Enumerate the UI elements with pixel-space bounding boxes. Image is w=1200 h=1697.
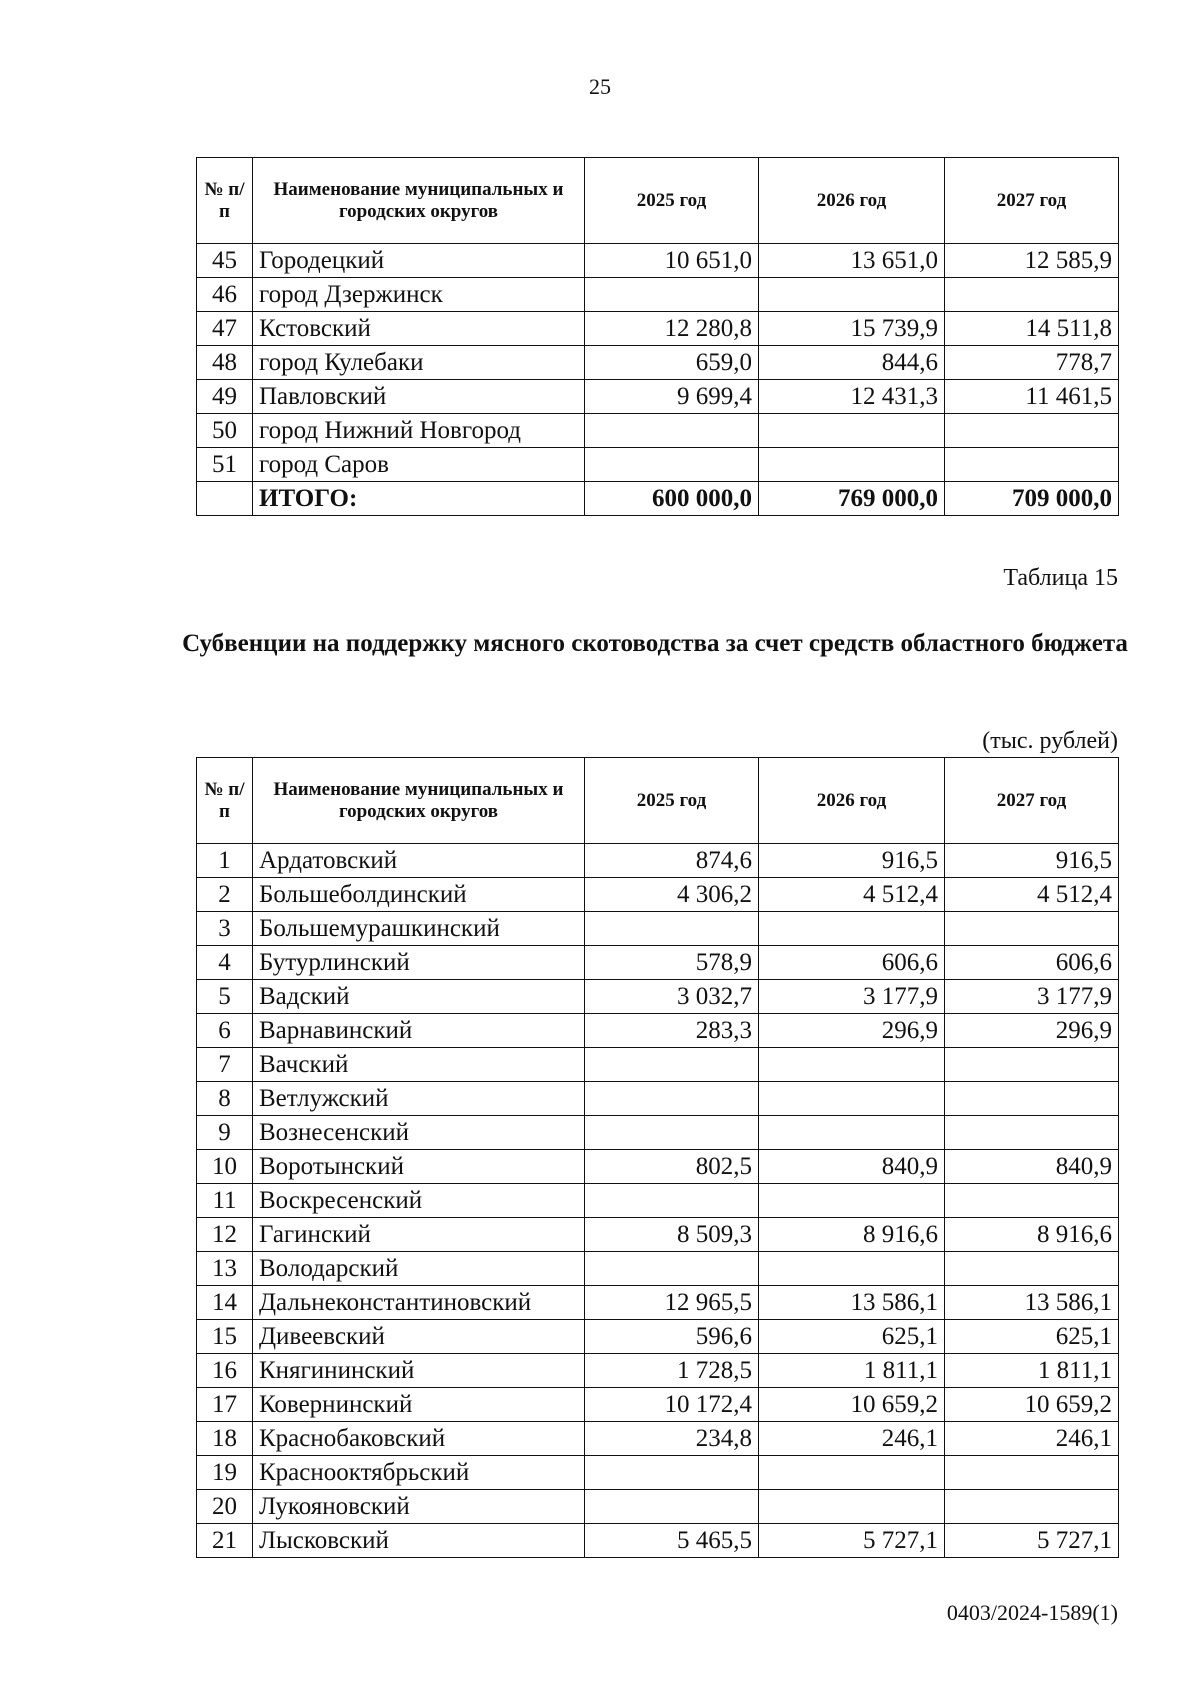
table-row (197, 1422, 1119, 1456)
total-row (197, 482, 1119, 516)
total-2026: 769 000,0 (759, 482, 945, 516)
cell-y2027 (945, 1456, 1119, 1490)
cell-name: Воротынский (253, 1150, 585, 1184)
header-2025: 2025 год (585, 158, 759, 244)
cell-name: Вознесенский (253, 1116, 585, 1150)
header-name: Наименование муниципальных и городских округов (253, 158, 585, 244)
cell-y2027 (945, 1048, 1119, 1082)
document-code: 0403/2024-1589(1) (946, 1600, 1118, 1625)
cell-y2026: 4 512,4 (759, 878, 945, 912)
cell-name: Большемурашкинский (253, 912, 585, 946)
cell-y2027: 13 586,1 (945, 1286, 1119, 1320)
table-row (197, 878, 1119, 912)
table-row (197, 1320, 1119, 1354)
cell-name: Вачский (253, 1048, 585, 1082)
cell-y2026: 606,6 (759, 946, 945, 980)
units-label: (тыс. рублей) (982, 728, 1118, 754)
cell-num: 17 (197, 1388, 253, 1422)
cell-num: 13 (197, 1252, 253, 1286)
cell-y2027: 5 727,1 (945, 1524, 1119, 1558)
cell-y2025: 659,0 (585, 346, 759, 380)
cell-num: 4 (197, 946, 253, 980)
cell-name: Лукояновский (253, 1490, 585, 1524)
cell-y2026: 246,1 (759, 1422, 945, 1456)
cell-y2026 (759, 1184, 945, 1218)
cell-y2027: 296,9 (945, 1014, 1119, 1048)
cell-y2025: 10 651,0 (585, 244, 759, 278)
cell-y2027: 8 916,6 (945, 1218, 1119, 1252)
table-row (197, 244, 1119, 278)
total-2027: 709 000,0 (945, 482, 1119, 516)
cell-num: 2 (197, 878, 253, 912)
cell-name: город Дзержинск (253, 278, 585, 312)
cell-name: Воскресенский (253, 1184, 585, 1218)
cell-y2027 (945, 1082, 1119, 1116)
cell-num: 20 (197, 1490, 253, 1524)
header-name: Наименование муниципальных и городских округов (253, 758, 585, 844)
cell-y2026: 296,9 (759, 1014, 945, 1048)
header-2027: 2027 год (945, 158, 1119, 244)
header-2026: 2026 год (759, 158, 945, 244)
table-row (197, 1014, 1119, 1048)
cell-y2027: 12 585,9 (945, 244, 1119, 278)
table-row (197, 912, 1119, 946)
cell-y2025 (585, 1252, 759, 1286)
cell-num: 3 (197, 912, 253, 946)
cell-num: 48 (197, 346, 253, 380)
cell-name: Ветлужский (253, 1082, 585, 1116)
cell-y2026: 13 586,1 (759, 1286, 945, 1320)
cell-name: город Кулебаки (253, 346, 585, 380)
table-row (197, 448, 1119, 482)
cell-name: Вадский (253, 980, 585, 1014)
table-title: Субвенции на поддержку мясного скотоводства за счет средств областного бюджета (182, 630, 1128, 657)
table-row (197, 1150, 1119, 1184)
cell-y2027: 606,6 (945, 946, 1119, 980)
cell-y2027 (945, 1184, 1119, 1218)
table-continued (196, 157, 1119, 516)
cell-name: город Нижний Новгород (253, 414, 585, 448)
cell-y2025: 874,6 (585, 844, 759, 878)
cell-name: Княгининский (253, 1354, 585, 1388)
cell-y2026: 916,5 (759, 844, 945, 878)
cell-name: Краснобаковский (253, 1422, 585, 1456)
table-15 (196, 757, 1119, 1558)
cell-y2025: 12 965,5 (585, 1286, 759, 1320)
cell-y2025 (585, 1116, 759, 1150)
cell-y2026 (759, 1252, 945, 1286)
cell-y2027: 778,7 (945, 346, 1119, 380)
cell-y2025 (585, 448, 759, 482)
cell-num: 46 (197, 278, 253, 312)
cell-num: 15 (197, 1320, 253, 1354)
cell-num: 49 (197, 380, 253, 414)
cell-num: 16 (197, 1354, 253, 1388)
table-row (197, 1218, 1119, 1252)
table-row (197, 380, 1119, 414)
cell-y2026 (759, 1116, 945, 1150)
total-2025: 600 000,0 (585, 482, 759, 516)
cell-num: 47 (197, 312, 253, 346)
cell-y2026: 13 651,0 (759, 244, 945, 278)
cell-y2025 (585, 414, 759, 448)
header-2027: 2027 год (945, 758, 1119, 844)
cell-y2027: 625,1 (945, 1320, 1119, 1354)
table-row (197, 414, 1119, 448)
cell-y2027: 840,9 (945, 1150, 1119, 1184)
cell-num: 14 (197, 1286, 253, 1320)
table-row (197, 1490, 1119, 1524)
cell-y2026 (759, 278, 945, 312)
cell-y2025 (585, 1082, 759, 1116)
cell-y2025: 10 172,4 (585, 1388, 759, 1422)
cell-name: Гагинский (253, 1218, 585, 1252)
cell-name: Кстовский (253, 312, 585, 346)
cell-name: Володарский (253, 1252, 585, 1286)
cell-y2027 (945, 1116, 1119, 1150)
cell-y2027 (945, 1252, 1119, 1286)
cell-y2026: 8 916,6 (759, 1218, 945, 1252)
cell-y2025 (585, 1490, 759, 1524)
cell-y2027 (945, 912, 1119, 946)
table-row (197, 278, 1119, 312)
table-row (197, 1286, 1119, 1320)
cell-y2026 (759, 414, 945, 448)
cell-y2027: 11 461,5 (945, 380, 1119, 414)
cell-name: Варнавинский (253, 1014, 585, 1048)
header-2025: 2025 год (585, 758, 759, 844)
cell-name: город Саров (253, 448, 585, 482)
total-num-cell (197, 482, 253, 516)
cell-y2027 (945, 1490, 1119, 1524)
table-row (197, 1354, 1119, 1388)
cell-y2025: 8 509,3 (585, 1218, 759, 1252)
cell-y2025: 234,8 (585, 1422, 759, 1456)
cell-y2027: 14 511,8 (945, 312, 1119, 346)
cell-y2026: 10 659,2 (759, 1388, 945, 1422)
cell-num: 7 (197, 1048, 253, 1082)
cell-name: Лысковский (253, 1524, 585, 1558)
cell-y2025 (585, 912, 759, 946)
cell-num: 10 (197, 1150, 253, 1184)
table-row (197, 1048, 1119, 1082)
table-header-row (197, 158, 1119, 244)
cell-y2027: 1 811,1 (945, 1354, 1119, 1388)
cell-num: 9 (197, 1116, 253, 1150)
cell-y2026 (759, 912, 945, 946)
cell-num: 11 (197, 1184, 253, 1218)
cell-num: 45 (197, 244, 253, 278)
cell-y2026 (759, 1048, 945, 1082)
cell-y2026: 3 177,9 (759, 980, 945, 1014)
header-2026: 2026 год (759, 758, 945, 844)
cell-name: Большеболдинский (253, 878, 585, 912)
cell-y2026: 15 739,9 (759, 312, 945, 346)
cell-y2025 (585, 1456, 759, 1490)
cell-name: Павловский (253, 380, 585, 414)
cell-y2025: 802,5 (585, 1150, 759, 1184)
table-row (197, 1116, 1119, 1150)
cell-y2027 (945, 448, 1119, 482)
cell-y2025: 12 280,8 (585, 312, 759, 346)
cell-y2026 (759, 1490, 945, 1524)
table-row (197, 980, 1119, 1014)
table-row (197, 1082, 1119, 1116)
cell-name: Ковернинский (253, 1388, 585, 1422)
table-row (197, 844, 1119, 878)
header-num: № п/п (197, 758, 253, 844)
cell-y2026 (759, 1456, 945, 1490)
cell-name: Дивеевский (253, 1320, 585, 1354)
cell-num: 8 (197, 1082, 253, 1116)
cell-y2025: 5 465,5 (585, 1524, 759, 1558)
cell-y2025 (585, 1048, 759, 1082)
cell-y2025: 4 306,2 (585, 878, 759, 912)
table-row (197, 946, 1119, 980)
cell-name: Городецкий (253, 244, 585, 278)
cell-y2026: 5 727,1 (759, 1524, 945, 1558)
cell-y2027 (945, 414, 1119, 448)
cell-y2027: 4 512,4 (945, 878, 1119, 912)
cell-y2025: 1 728,5 (585, 1354, 759, 1388)
cell-y2027: 3 177,9 (945, 980, 1119, 1014)
page-number: 25 (589, 74, 611, 99)
cell-y2027 (945, 278, 1119, 312)
cell-name: Ардатовский (253, 844, 585, 878)
table-row (197, 1252, 1119, 1286)
cell-y2027: 246,1 (945, 1422, 1119, 1456)
cell-y2026: 840,9 (759, 1150, 945, 1184)
cell-name: Дальнеконстантиновский (253, 1286, 585, 1320)
cell-num: 1 (197, 844, 253, 878)
cell-y2025 (585, 278, 759, 312)
table-header-row (197, 758, 1119, 844)
cell-num: 5 (197, 980, 253, 1014)
table-row (197, 1456, 1119, 1490)
header-num: № п/п (197, 158, 253, 244)
cell-y2027: 10 659,2 (945, 1388, 1119, 1422)
cell-y2025: 283,3 (585, 1014, 759, 1048)
cell-y2026: 12 431,3 (759, 380, 945, 414)
cell-y2026 (759, 1082, 945, 1116)
cell-num: 50 (197, 414, 253, 448)
cell-name: Краснооктябрьский (253, 1456, 585, 1490)
table-caption: Таблица 15 (1003, 565, 1118, 591)
cell-y2027: 916,5 (945, 844, 1119, 878)
table-row (197, 346, 1119, 380)
cell-num: 21 (197, 1524, 253, 1558)
cell-y2025: 3 032,7 (585, 980, 759, 1014)
cell-num: 12 (197, 1218, 253, 1252)
table-row (197, 1388, 1119, 1422)
cell-num: 51 (197, 448, 253, 482)
cell-num: 6 (197, 1014, 253, 1048)
cell-y2026: 625,1 (759, 1320, 945, 1354)
cell-y2025: 578,9 (585, 946, 759, 980)
table-row (197, 312, 1119, 346)
table-row (197, 1184, 1119, 1218)
cell-y2025: 596,6 (585, 1320, 759, 1354)
cell-y2026: 844,6 (759, 346, 945, 380)
cell-num: 19 (197, 1456, 253, 1490)
cell-y2025: 9 699,4 (585, 380, 759, 414)
cell-y2026 (759, 448, 945, 482)
table-row (197, 1524, 1119, 1558)
cell-y2026: 1 811,1 (759, 1354, 945, 1388)
cell-y2025 (585, 1184, 759, 1218)
cell-num: 18 (197, 1422, 253, 1456)
cell-name: Бутурлинский (253, 946, 585, 980)
total-label: ИТОГО: (253, 482, 585, 516)
